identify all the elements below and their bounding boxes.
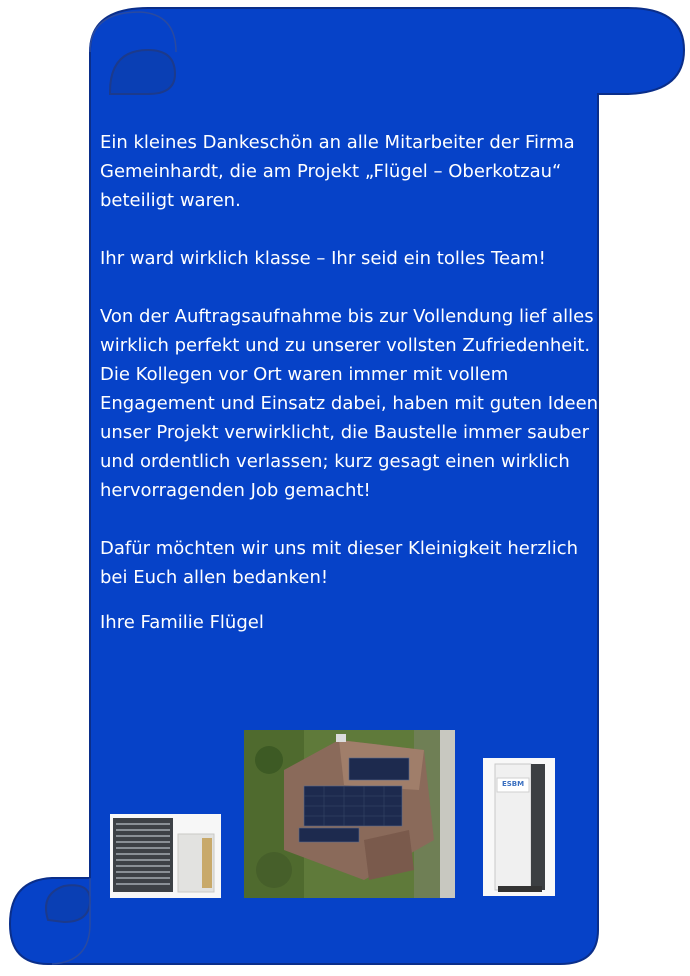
heat-pump-photo (110, 814, 221, 898)
body-paragraph-2: Die Kollegen vor Ort waren immer mit vollem Engagement und Einsatz dabei, haben mit guten Ideen unser Projekt verwirklicht, die Baustelle immer sauber und ordentlich verlassen; kurz gesagt einen wirklich hervorragenden Job gemacht! (100, 364, 599, 501)
thanks-paragraph: Dafür möchten wir uns mit dieser Kleinigkeit herzlich bei Euch allen bedanken! (100, 538, 579, 588)
praise-line: Ihr ward wirklich klasse – Ihr seid ein tolles Team! (100, 248, 546, 269)
intro-paragraph: Ein kleines Dankeschön an alle Mitarbeiter der Firma Gemeinhardt, die am Projekt „Flügel – Oberkotzau“ beteiligt waren. (100, 132, 575, 211)
body-paragraph-1: Von der Auftragsaufnahme bis zur Vollendung lief alles wirklich perfekt und zu unserer vollsten Zufriedenheit. (100, 306, 594, 356)
battery-storage-photo (483, 758, 555, 896)
letter-text (100, 128, 600, 637)
storage-brand-label: ESBM (501, 780, 525, 788)
solar-roof-photo (244, 730, 455, 898)
signature: Ihre Familie Flügel (100, 612, 264, 633)
